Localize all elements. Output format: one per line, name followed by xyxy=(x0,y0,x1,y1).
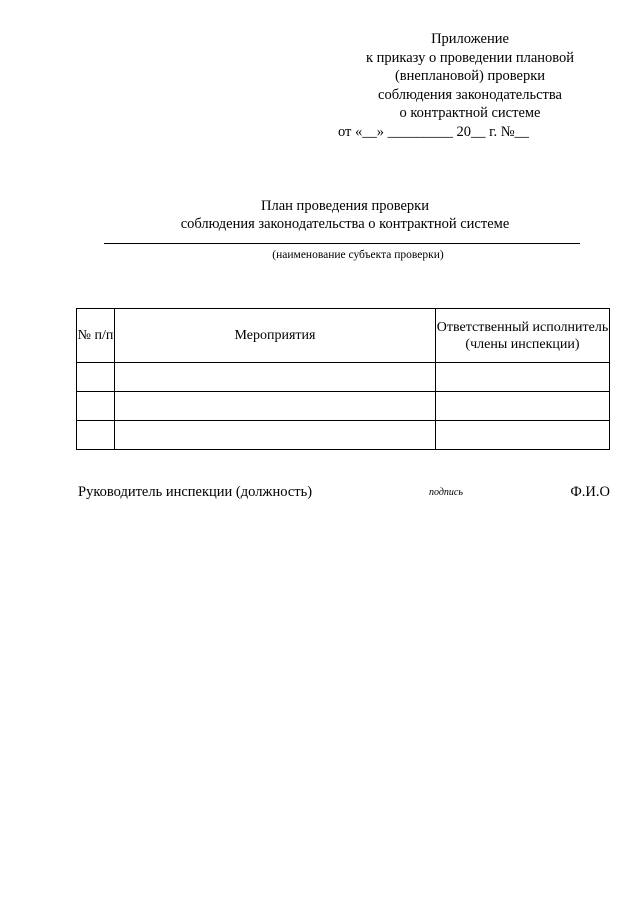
plan-table xyxy=(76,308,610,450)
cell-num xyxy=(77,421,115,450)
appendix-order-line: к приказу о проведении плановой xyxy=(365,49,575,66)
appendix-title: Приложение xyxy=(431,31,509,47)
cell-responsible xyxy=(436,363,610,392)
cell-activity xyxy=(115,421,436,450)
cell-responsible xyxy=(436,392,610,421)
appendix-date-number: от «__» _________ 20__ г. №__ xyxy=(338,123,530,140)
appendix-header xyxy=(340,30,600,141)
header-responsible: Ответственный исполнитель (члены инспекции) xyxy=(436,309,610,363)
plan-title-line1: План проведения проверки xyxy=(261,198,429,214)
subject-name-blank xyxy=(104,233,580,244)
cell-num xyxy=(77,392,115,421)
appendix-system: о контрактной системе xyxy=(399,105,541,121)
table-header-row xyxy=(77,309,610,363)
subject-caption: (наименование субъекта проверки) xyxy=(272,249,444,261)
cell-responsible xyxy=(436,421,610,450)
header-num: № п/п xyxy=(77,309,115,363)
appendix-compliance: соблюдения законодательства xyxy=(378,86,562,103)
cell-activity xyxy=(115,363,436,392)
table-row xyxy=(77,421,610,450)
cell-num xyxy=(77,363,115,392)
plan-title-line2: соблюдения законодательства о контрактной системе xyxy=(180,216,510,232)
signature-placeholder: подпись xyxy=(429,487,463,498)
cell-activity xyxy=(115,392,436,421)
signature-name: Ф.И.О xyxy=(570,484,610,500)
signature-role: Руководитель инспекции (должность) xyxy=(78,484,313,500)
signature-block xyxy=(78,484,610,504)
table-row xyxy=(77,363,610,392)
appendix-check-type: (внеплановой) проверки xyxy=(394,68,546,84)
plan-title xyxy=(100,197,590,233)
table-row xyxy=(77,392,610,421)
header-activity: Мероприятия xyxy=(115,309,436,363)
